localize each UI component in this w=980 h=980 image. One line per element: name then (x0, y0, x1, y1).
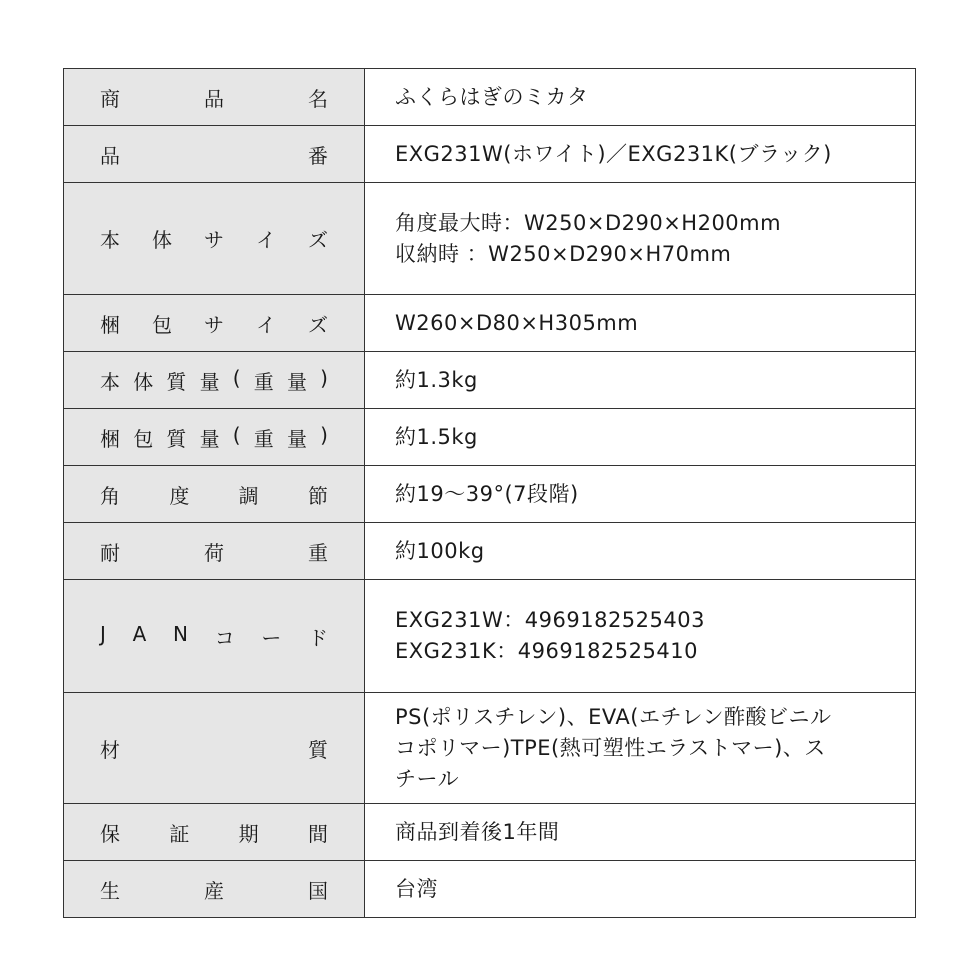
spec-row-warranty (64, 804, 915, 861)
label-cell (64, 295, 365, 351)
row-label (100, 140, 328, 169)
label-char: 包 (152, 312, 172, 337)
value-line: 約1.5kg (395, 424, 478, 449)
label-char: 品 (100, 143, 120, 168)
label-char: 産 (204, 878, 224, 903)
label-char: J (100, 621, 106, 646)
label-char: 品 (204, 86, 224, 111)
label-char: 梱 (100, 312, 120, 337)
label-char: 証 (169, 821, 190, 846)
spec-row-body-weight (64, 352, 915, 409)
row-label (100, 537, 328, 566)
label-char: 量 (286, 426, 307, 451)
label-char: 重 (253, 426, 274, 451)
label-char: ド (308, 625, 328, 650)
spec-row-body-size (64, 183, 915, 295)
label-char: 期 (238, 821, 259, 846)
label-cell (64, 126, 365, 182)
label-char: サ (204, 228, 224, 252)
row-label (100, 309, 328, 338)
label-char: 間 (307, 821, 328, 846)
label-char: 体 (152, 228, 172, 252)
label-char: イ (256, 228, 276, 252)
value-cell (365, 295, 915, 351)
label-char: ー (261, 625, 282, 650)
spec-row-package-weight (64, 409, 915, 466)
value-line: コポリマー)TPE(熱可塑性エラストマー)、ス (395, 735, 826, 760)
label-char: 耐 (100, 540, 120, 565)
spec-table (63, 68, 916, 918)
label-char: 梱 (100, 426, 120, 451)
value-line: 角度最大時：W250×D290×H200mm (395, 210, 782, 235)
value-cell (365, 409, 915, 465)
value-line: PS(ポリスチレン)、EVA(エチレン酢酸ビニル (395, 704, 832, 729)
label-char: 生 (100, 878, 120, 903)
value-cell (365, 69, 915, 125)
value-line: EXG231K：4969182525410 (395, 639, 698, 663)
label-char: ) (320, 365, 328, 390)
row-label (100, 83, 328, 112)
label-cell (64, 352, 365, 408)
value-cell (365, 126, 915, 182)
label-char: ) (320, 422, 328, 447)
row-label (100, 224, 328, 253)
label-char: 重 (308, 540, 328, 565)
label-char: 重 (253, 369, 274, 394)
value-line: 約1.3kg (395, 367, 478, 392)
label-cell (64, 804, 365, 860)
label-char: ( (232, 422, 241, 447)
row-label (100, 480, 328, 509)
label-char: コ (214, 625, 235, 650)
spec-row-model-number (64, 126, 915, 183)
label-char: 質 (166, 426, 187, 451)
value-cell (365, 352, 915, 408)
spec-row-product-name (64, 69, 915, 126)
label-char: A (132, 621, 147, 646)
label-char: 度 (169, 483, 190, 508)
value-cell (365, 804, 915, 860)
value-line: 商品到着後1年間 (395, 819, 560, 844)
value-cell (365, 183, 915, 294)
value-line: ふくらはぎのミカタ (395, 84, 589, 109)
spec-row-material (64, 693, 915, 804)
spec-row-jan-code (64, 580, 915, 693)
label-char: 質 (308, 737, 328, 762)
label-cell (64, 183, 365, 294)
label-char: 量 (286, 369, 307, 394)
row-label (100, 622, 328, 651)
row-label (100, 875, 328, 904)
row-label (100, 818, 328, 847)
row-label (100, 366, 328, 395)
value-cell (365, 466, 915, 522)
value-line: チール (395, 766, 460, 791)
row-label (100, 734, 328, 763)
value-cell (365, 580, 915, 692)
label-char: 量 (199, 426, 220, 451)
label-cell (64, 409, 365, 465)
label-cell (64, 580, 365, 692)
value-line: 約19～39°(7段階) (395, 481, 579, 506)
value-cell (365, 861, 915, 917)
label-char: サ (204, 312, 224, 337)
label-char: 商 (100, 86, 120, 111)
label-char: 質 (166, 369, 187, 394)
label-char: 角 (100, 483, 120, 508)
value-line: 台湾 (395, 876, 438, 901)
spec-row-package-size (64, 295, 915, 352)
label-cell (64, 69, 365, 125)
label-char: イ (256, 312, 276, 337)
label-char: 包 (133, 426, 154, 451)
value-line: 収納時 ：W250×D290×H70mm (395, 241, 732, 266)
label-cell (64, 523, 365, 579)
label-char: ズ (308, 312, 328, 337)
label-cell (64, 861, 365, 917)
label-char: 保 (100, 821, 120, 846)
label-char: 名 (308, 86, 328, 111)
label-cell (64, 466, 365, 522)
value-cell (365, 523, 915, 579)
label-char: 荷 (204, 540, 224, 565)
label-char: 国 (308, 878, 328, 903)
spec-row-load-capacity (64, 523, 915, 580)
label-char: 体 (133, 369, 154, 394)
spec-row-angle-adjust (64, 466, 915, 523)
label-char: ズ (308, 228, 328, 252)
label-char: 材 (100, 737, 120, 762)
row-label (100, 423, 328, 452)
label-char: 節 (307, 483, 328, 508)
label-char: 本 (100, 228, 120, 252)
label-char: 番 (308, 143, 328, 168)
label-char: 本 (100, 369, 120, 394)
label-char: 調 (238, 483, 259, 508)
value-line: EXG231W(ホワイト)／EXG231K(ブラック) (395, 141, 832, 166)
label-cell (64, 693, 365, 803)
label-char: 量 (199, 369, 220, 394)
value-line: W260×D80×H305mm (395, 310, 639, 335)
value-line: 約100kg (395, 538, 485, 563)
label-char: N (172, 621, 188, 646)
value-cell (365, 693, 915, 803)
spec-row-country (64, 861, 915, 917)
value-line: EXG231W：4969182525403 (395, 608, 705, 632)
label-char: ( (232, 365, 241, 390)
